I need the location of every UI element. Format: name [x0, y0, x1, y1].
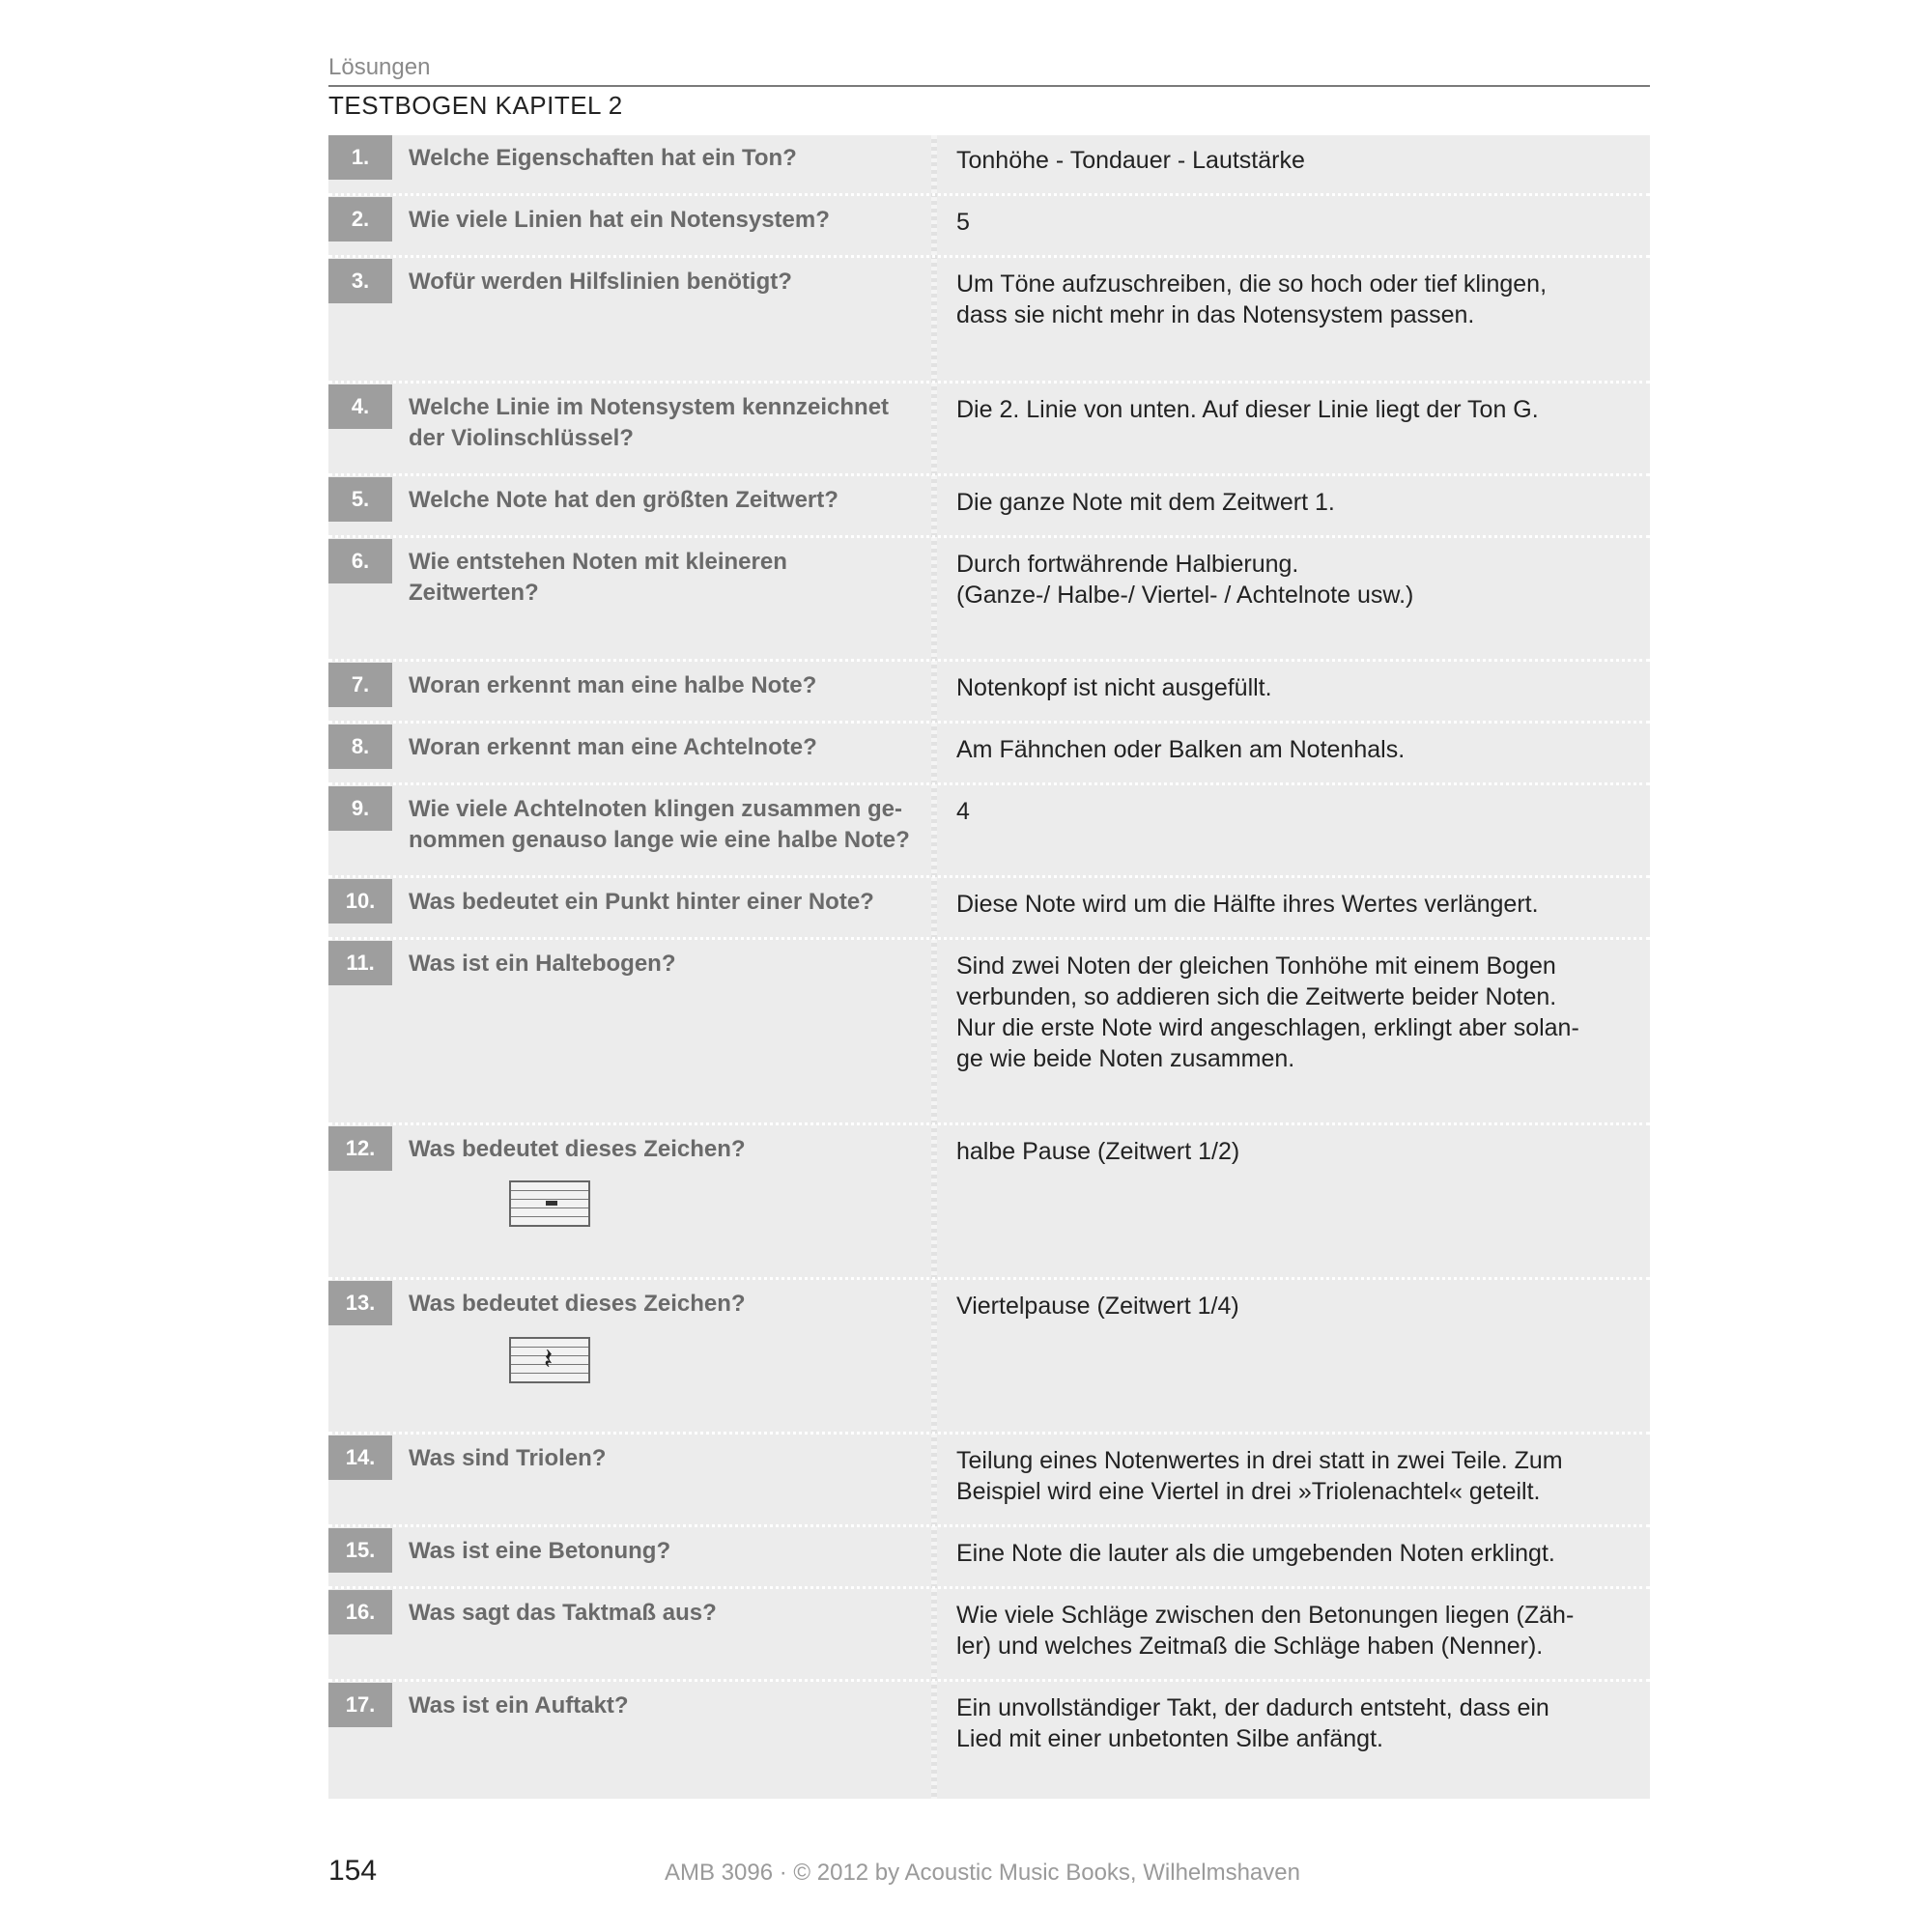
- row-separator: [328, 381, 1650, 384]
- row-separator: [328, 1586, 1650, 1589]
- question-text: Woran erkennt man eine halbe Note?: [409, 672, 817, 698]
- copyright-footer: AMB 3096 · © 2012 by Acoustic Music Books, Wilhelmshaven: [665, 1860, 1300, 1886]
- question-text: Was ist eine Betonung?: [409, 1538, 671, 1564]
- answer-text: Sind zwei Noten der gleichen Tonhöhe mit einem Bogen verbunden, so addieren sich die Zeitwerte beider Noten. Nur die erste Note wird angeschlagen, erklingt aber solan- ge wie beide Noten zusammen.: [956, 952, 1579, 1072]
- quarter-rest-icon: 𝄽: [544, 1343, 554, 1377]
- question-number: 2.: [328, 197, 392, 242]
- question-text: Was ist ein Auftakt?: [409, 1692, 629, 1719]
- question-number: 9.: [328, 786, 392, 831]
- row-separator: [328, 1679, 1650, 1682]
- question-text: Was bedeutet ein Punkt hinter einer Note?: [409, 889, 874, 915]
- answer-text: 5: [956, 209, 970, 236]
- row-separator: [328, 937, 1650, 940]
- row-separator: [328, 875, 1650, 878]
- question-number: 1.: [328, 135, 392, 180]
- question-number: 6.: [328, 539, 392, 583]
- question-text: Was ist ein Haltebogen?: [409, 951, 676, 977]
- question-number: 3.: [328, 259, 392, 303]
- question-text: Wie viele Linien hat ein Notensystem?: [409, 207, 830, 233]
- answer-text: Durch fortwährende Halbierung. (Ganze-/ Halbe-/ Viertel- / Achtelnote usw.): [956, 551, 1414, 609]
- answer-text: Notenkopf ist nicht ausgefüllt.: [956, 674, 1272, 701]
- question-number: 11.: [328, 941, 392, 985]
- answer-text: Tonhöhe - Tondauer - Lautstärke: [956, 147, 1305, 174]
- half-rest-icon: [546, 1201, 557, 1206]
- half-rest-staff-icon: [509, 1180, 590, 1227]
- question-text: Welche Note hat den größten Zeitwert?: [409, 487, 838, 513]
- answer-text: Teilung eines Notenwertes in drei statt in zwei Teile. Zum Beispiel wird eine Viertel in drei »Triolenachtel« geteilt.: [956, 1447, 1563, 1505]
- row-separator: [328, 255, 1650, 258]
- qa-table: [328, 135, 1650, 1799]
- row-separator: [328, 473, 1650, 476]
- row-separator: [328, 721, 1650, 724]
- question-text: Welche Linie im Notensystem kennzeichnet der Violinschlüssel?: [409, 394, 890, 451]
- answer-text: Die 2. Linie von unten. Auf dieser Linie liegt der Ton G.: [956, 396, 1539, 423]
- answer-text: halbe Pause (Zeitwert 1/2): [956, 1138, 1240, 1165]
- quarter-rest-staff-icon: [509, 1337, 590, 1383]
- question-text: Wie entstehen Noten mit kleineren Zeitwerten?: [409, 549, 787, 606]
- row-separator: [328, 193, 1650, 196]
- question-number: 14.: [328, 1435, 392, 1480]
- question-text: Wofür werden Hilfslinien benötigt?: [409, 269, 792, 295]
- question-text: Wie viele Achtelnoten klingen zusammen ge- nommen genauso lange wie eine halbe Note?: [409, 796, 910, 853]
- question-number: 12.: [328, 1126, 392, 1171]
- question-number: 16.: [328, 1590, 392, 1634]
- question-number: 4.: [328, 384, 392, 429]
- row-separator: [328, 659, 1650, 662]
- header-divider: [328, 85, 1650, 87]
- answer-text: Diese Note wird um die Hälfte ihres Wertes verlängert.: [956, 891, 1539, 918]
- answer-text: Die ganze Note mit dem Zeitwert 1.: [956, 489, 1335, 516]
- row-separator: [328, 535, 1650, 538]
- section-label: Lösungen: [328, 54, 431, 80]
- row-separator: [328, 1122, 1650, 1125]
- question-number: 13.: [328, 1281, 392, 1325]
- question-number: 17.: [328, 1683, 392, 1727]
- question-number: 5.: [328, 477, 392, 522]
- answer-text: Viertelpause (Zeitwert 1/4): [956, 1293, 1239, 1320]
- answer-text: Wie viele Schläge zwischen den Betonungen liegen (Zäh- ler) und welches Zeitmaß die Schläge haben (Nenner).: [956, 1602, 1575, 1660]
- question-text: Woran erkennt man eine Achtelnote?: [409, 734, 817, 760]
- question-text: Was sind Triolen?: [409, 1445, 607, 1471]
- row-separator: [328, 1277, 1650, 1280]
- row-separator: [328, 1524, 1650, 1527]
- row-separator: [328, 782, 1650, 785]
- page-title: TESTBOGEN KAPITEL 2: [328, 91, 623, 120]
- question-text: Welche Eigenschaften hat ein Ton?: [409, 145, 797, 171]
- answer-text: Ein unvollständiger Takt, der dadurch entsteht, dass ein Lied mit einer unbetonten Silbe anfängt.: [956, 1694, 1549, 1752]
- question-text: Was bedeutet dieses Zeichen?: [409, 1291, 746, 1317]
- question-text: Was bedeutet dieses Zeichen?: [409, 1136, 746, 1162]
- question-text: Was sagt das Taktmaß aus?: [409, 1600, 717, 1626]
- answer-text: Am Fähnchen oder Balken am Notenhals.: [956, 736, 1406, 763]
- answer-text: Eine Note die lauter als die umgebenden Noten erklingt.: [956, 1540, 1555, 1567]
- question-number: 8.: [328, 724, 392, 769]
- question-number: 15.: [328, 1528, 392, 1573]
- row-separator: [328, 1432, 1650, 1435]
- answer-text: Um Töne aufzuschreiben, die so hoch oder tief klingen, dass sie nicht mehr in das Notensystem passen.: [956, 270, 1548, 328]
- page-number: 154: [328, 1855, 378, 1887]
- answer-text: 4: [956, 798, 970, 825]
- question-number: 7.: [328, 663, 392, 707]
- question-number: 10.: [328, 879, 392, 923]
